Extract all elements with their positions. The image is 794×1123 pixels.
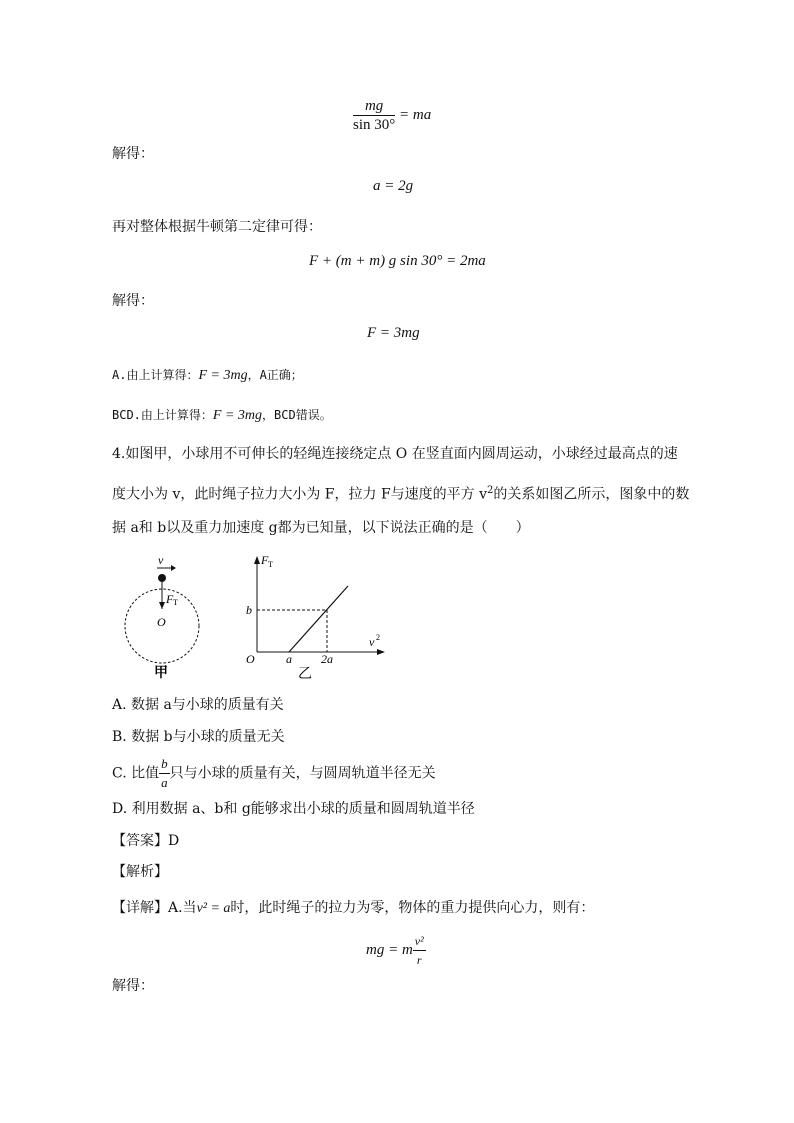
line-option-a-conclusion <box>112 365 303 386</box>
equation-f-equals-3mg: F = 3mg <box>367 325 420 341</box>
text-whole-newton: 再对整体根据牛顿第二定律可得： <box>112 219 322 235</box>
question-4-line-3: 据 a和 b以及重力加速度 g都为已知量，以下说法正确的是（ ） <box>112 520 530 536</box>
option-a: A. 数据 a与小球的质量有关 <box>112 697 284 713</box>
question-4-sup: 2 <box>487 485 494 496</box>
label-origin: O <box>246 652 255 666</box>
label-tick-b: b <box>246 603 252 617</box>
option-c-numerator: b <box>159 755 170 774</box>
option-c-suffix: 只与小球的质量有关，与圆周轨道半径无关 <box>169 765 436 782</box>
eq5-lhs: mg = m <box>366 941 413 958</box>
label-jiede-2: 解得： <box>112 293 154 309</box>
label-jia: 甲 <box>154 666 168 681</box>
analysis-heading: 【解析】 <box>112 864 168 880</box>
label-x-axis: v <box>369 635 375 649</box>
line-a-suffix: ，A正确； <box>247 368 303 382</box>
label-ft-sub: T <box>173 598 178 607</box>
answer-line: 【答案】D <box>112 833 180 849</box>
x-axis-arrowhead <box>377 649 385 655</box>
option-b: B. 数据 b与小球的质量无关 <box>112 729 285 745</box>
label-jiede-1: 解得： <box>112 146 154 162</box>
label-jiede-3: 解得： <box>112 978 154 994</box>
eq5-numerator: v² <box>413 932 426 951</box>
question-4-line-2a: 度大小为 v，此时绳子拉力大小为 F，拉力 F与速度的平方 v <box>112 486 488 503</box>
line-bcd-suffix: ，BCD错误。 <box>262 408 332 422</box>
y-axis-arrowhead <box>254 556 260 564</box>
label-y-sub: T <box>268 560 273 569</box>
line-a-expr: F = 3mg <box>198 368 248 383</box>
equation-rhs: = ma <box>399 106 432 123</box>
detail-line <box>112 898 594 919</box>
figure-yi <box>243 550 393 685</box>
label-tick-a: a <box>286 652 292 666</box>
label-tick-2a: 2a <box>321 652 333 666</box>
equation-whole-force: F + (m + m) g sin 30° = 2ma <box>309 253 486 269</box>
option-c <box>112 755 436 792</box>
label-x-sup: 2 <box>376 633 380 642</box>
velocity-arrowhead <box>171 565 176 571</box>
line-bcd-prefix: BCD.由上计算得： <box>112 408 213 422</box>
equation-a-equals-2g: a = 2g <box>373 178 414 194</box>
eq5-denominator: r <box>416 953 422 967</box>
label-y-axis: F <box>261 553 269 567</box>
detail-expr: v² = a <box>196 901 231 916</box>
label-o: O <box>157 615 166 629</box>
detail-prefix: 【详解】A.当 <box>112 900 197 916</box>
line-bcd-expr: F = 3mg <box>212 408 263 423</box>
label-v: v <box>158 553 164 567</box>
label-yi: 乙 <box>298 667 312 682</box>
question-4-line-1: 4.如图甲，小球用不可伸长的轻绳连接绕定点 O 在竖直面内圆周运动，小球经过最高点的速 <box>112 446 678 462</box>
fraction-numerator: mg <box>353 97 395 116</box>
option-c-prefix: C. 比值 <box>112 765 160 782</box>
question-4-line-2b: 的关系如图乙所示，图象中的数 <box>493 486 690 503</box>
equation-centripetal <box>366 932 426 969</box>
line-option-bcd-conclusion <box>112 405 332 426</box>
figure-jia <box>115 553 215 683</box>
tension-arrowhead <box>159 602 165 609</box>
line-a-prefix: A.由上计算得： <box>112 368 199 382</box>
graph-line <box>289 586 348 652</box>
label-ft: F <box>166 592 174 606</box>
option-d: D. 利用数据 a、b和 g能够求出小球的质量和圆周轨道半径 <box>112 801 475 817</box>
equation-mg-over-sin30 <box>353 97 431 134</box>
option-c-denominator: a <box>161 775 168 790</box>
detail-suffix: 时，此时绳子的拉力为零，物体的重力提供向心力，则有： <box>230 900 595 916</box>
question-4-line-2 <box>112 481 689 505</box>
fraction-denominator: sin 30° <box>353 117 396 133</box>
